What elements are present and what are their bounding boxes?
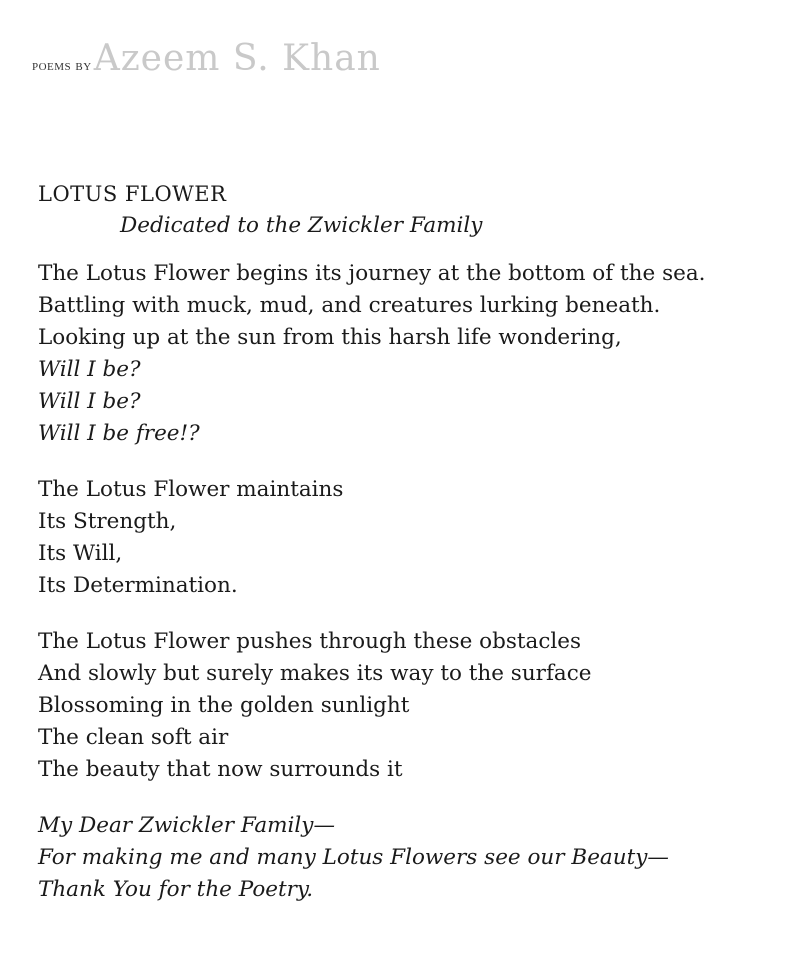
poem-line: Battling with muck, mud, and creatures lurking beneath.	[38, 293, 661, 318]
author-name: Azeem S. Khan	[93, 38, 381, 79]
poem-line: The Lotus Flower pushes through these obstacles	[38, 629, 582, 654]
stanza-1	[38, 258, 778, 450]
page-header	[32, 38, 381, 79]
poem-title: LOTUS FLOWER	[38, 182, 227, 206]
poem-line: The beauty that now surrounds it	[38, 757, 403, 782]
stanza-2	[38, 474, 778, 602]
poem-line: Its Strength,	[38, 509, 177, 534]
poem-line: Looking up at the sun from this harsh life wondering,	[38, 325, 622, 350]
poem-line: Will I be?	[38, 389, 141, 414]
poem-line: The clean soft air	[38, 725, 229, 750]
poem-line: My Dear Zwickler Family—	[38, 813, 335, 838]
header-label: poems by	[32, 58, 92, 74]
poem-line: For making me and many Lotus Flowers see our Beauty—	[38, 845, 669, 870]
poem-line: Its Determination.	[38, 573, 238, 598]
closing-stanza	[38, 810, 778, 906]
poem-line: Thank You for the Poetry.	[38, 877, 314, 902]
poem-line: Its Will,	[38, 541, 123, 566]
stanza-3	[38, 626, 778, 786]
poem-dedication: Dedicated to the Zwickler Family	[120, 213, 483, 238]
poem-line: Will I be free!?	[38, 421, 200, 446]
poem	[38, 178, 778, 930]
poem-line: Will I be?	[38, 357, 141, 382]
poem-line: The Lotus Flower begins its journey at the bottom of the sea.	[38, 261, 706, 286]
poem-line: And slowly but surely makes its way to the surface	[38, 661, 592, 686]
poem-line: Blossoming in the golden sunlight	[38, 693, 410, 718]
poem-line: The Lotus Flower maintains	[38, 477, 344, 502]
